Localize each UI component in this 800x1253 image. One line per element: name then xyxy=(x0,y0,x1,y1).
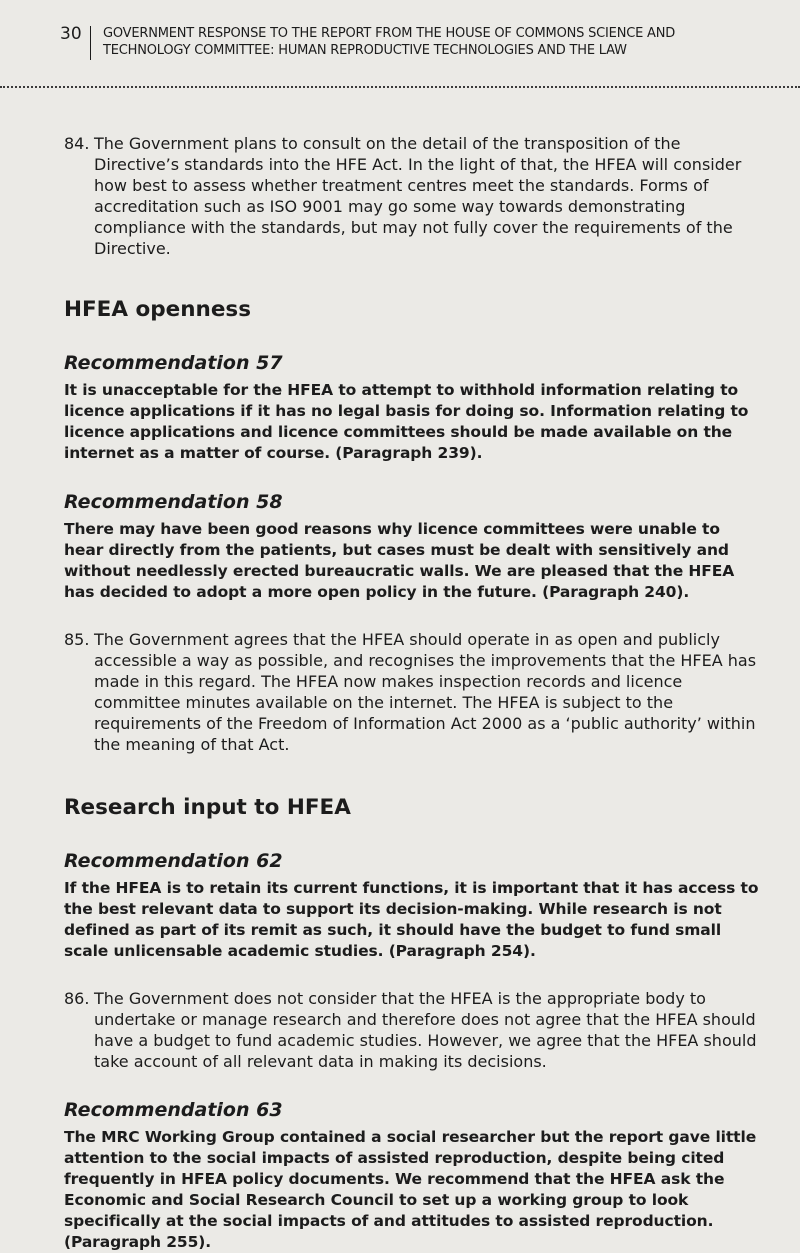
recommendation-57-text: It is unacceptable for the HFEA to attempt to withhold information relating to licence applications if it has no legal basis for doing so. Information relating to licence applications and licence committees should be made available on the internet as a matter of course. (Paragraph 239). xyxy=(64,381,749,462)
running-title-line-1: GOVERNMENT RESPONSE TO THE REPORT FROM THE HOUSE OF COMMONS SCIENCE AND xyxy=(103,26,676,41)
paragraph-86 xyxy=(64,988,764,1072)
paragraph-text: The Government agrees that the HFEA should operate in as open and publicly accessible a way as possible, and recognises the improvements that the HFEA has made in this regard. The HFEA now makes inspection records and licence committee minutes available on the internet. The HFEA is subject to the requirements of the Freedom of Information Act 2000 as a ‘public authority’ within the meaning of that Act. xyxy=(94,630,757,754)
recommendation-62-heading: Recommendation 62 xyxy=(64,850,283,872)
header-divider xyxy=(90,26,91,60)
paragraph-text: The Government plans to consult on the detail of the transposition of the Directive’s standards into the HFE Act. In the light of that, the HFEA will consider how best to assess whether treatment centres meet the standards. Forms of accreditation such as ISO 9001 may go some way towards demonstrating compliance with the standards, but may not fully cover the requirements of the Directive. xyxy=(94,134,742,258)
running-title-line-2: TECHNOLOGY COMMITTEE: HUMAN REPRODUCTIVE TECHNOLOGIES AND THE LAW xyxy=(103,43,627,58)
paragraph-number: 86. xyxy=(64,989,90,1008)
recommendation-63-text: The MRC Working Group contained a social researcher but the report gave little attention to the social impacts of assisted reproduction, despite being cited frequently in HFEA policy documents. We recommend that the HFEA ask the Economic and Social Research Council to set up a working group to look specifically at the social impacts of and attitudes to assisted reproduction. (Paragraph 255). xyxy=(64,1128,757,1251)
page-header xyxy=(60,24,760,60)
recommendation-62-text: If the HFEA is to retain its current functions, it is important that it has access to the best relevant data to support its decision-making. While research is not defined as part of its remit as such, it should have the budget to fund small scale unlicensable academic studies. (Paragraph 254). xyxy=(64,879,759,960)
header-rule xyxy=(0,86,800,88)
section-heading-openness: HFEA openness xyxy=(64,297,252,322)
paragraph-84 xyxy=(64,133,764,259)
paragraph-85 xyxy=(64,629,764,755)
section-heading-research: Research input to HFEA xyxy=(64,795,351,820)
paragraph-number: 85. xyxy=(64,630,90,649)
page-content xyxy=(64,133,764,1253)
paragraph-text: The Government does not consider that the HFEA is the appropriate body to undertake or manage research and therefore does not agree that the HFEA should have a budget to fund academic studies. However, we agree that the HFEA should take account of all relevant data in making its decisions. xyxy=(94,989,757,1071)
recommendation-57-heading: Recommendation 57 xyxy=(64,352,283,374)
recommendation-58-heading: Recommendation 58 xyxy=(64,491,283,513)
recommendation-63-heading: Recommendation 63 xyxy=(64,1099,283,1121)
running-title xyxy=(103,25,675,59)
recommendation-58-text: There may have been good reasons why licence committees were unable to hear directly from the patients, but cases must be dealt with sensitively and without needlessly erected bureaucratic walls. We are pleased that the HFEA has decided to adopt a more open policy in the future. (Paragraph 240). xyxy=(64,520,735,601)
page-number: 30 xyxy=(60,24,82,44)
paragraph-number: 84. xyxy=(64,134,90,153)
